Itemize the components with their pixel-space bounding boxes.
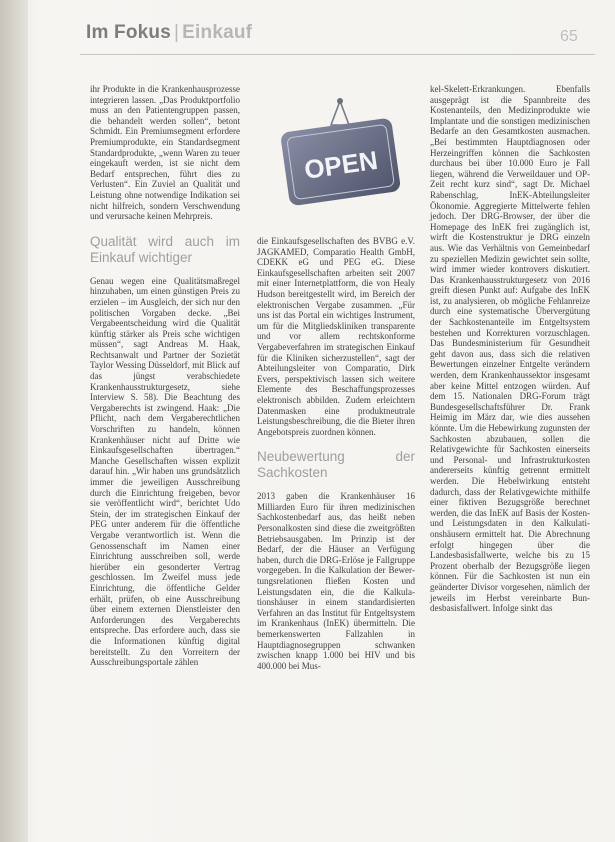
sign-string-icon: [331, 101, 349, 125]
column-3: [430, 84, 590, 614]
col3-body-paragraph: kel-Skelett-Erkrankungen. Ebenfalls ausgeprägt ist die Spannbreite des Kostenanteils, den Medizinprodukte wie Implantate und die sonstigen medizinischen Bedarfe an den Gesamtkosten ausmachen. „Bei bestimmten Hauptdiagnosen oder Herzeingriffen können die Sachkosten durchaus bei über 10.000 Euro je Fall liegen, während die Verweildauer und OP-Zeit recht kurz sind“, sagt Dr. Michael Rabenschlag, InEK-Abteilungsleiter Ökonomie. Aggregierte Mittelwerte fehlen jedoch. Der DRG-Browser, der über die Homepage des InEK frei zugänglich ist, wirft die Kostenstruktur je DRG einzeln aus. Wie das Verhältnis von Gemeinbedarf zu speziellen Medizin gewichtet sein sollte, wird immer wieder kontrovers diskutiert. Das Krankenhausstrukturgesetz von 2016 greift diesen Punkt auf: Aufgabe des InEK ist, zu analysieren, ob mögliche Fehlanreize durch eine systematische Übervergütung der Sachkostenanteile im Entgeltsystem bestehen und Korrekturen vorzuschlagen. Das Bundesministerium für Gesundheit geht davon aus, dass sich die relativen Bewertungen einzelner Entgelte verändern werden, dem Krankenhaussektor insgesamt aber keine Mittel entzogen würden. Auf dem 15. Nationalen DRG-Forum trägt Bundesgesellschaftsführer Dr. Frank Heimig im März dar, wie dies aussehen könnte. Um die Hebewirkung zugunsten der Sachkosten abzubauen, sollen die Relativgewichte für Sachkosten einerseits und Personal- und Infrastrukturkosten andererseits künftig getrennt ermittelt werden. Die Hebelwirkung entsteht dadurch, dass der Relativgewichte mithilfe einer fiktiven Bezugsgröße berechnet werden, die das InEK auf Basis der Kosten- und Leistungsdaten in den Kalkulationshäusern ermittelt hat. Die Abrechnung erfolgt hingegen über die Landesbasisfallwerte, welche bis zu 15 Prozent oberhalb der Bezugsgröße liegen können. Für die Sachkosten ist nun ein geänderter Divisor vorgesehen, nämlich der jeweils im Herbst vereinbarte Bundesbasisfallwert. Infolge sinkt das: [430, 84, 590, 614]
page-spine-shadow: [0, 0, 28, 842]
section-name: Einkauf: [182, 22, 253, 43]
subhead-sachkosten: Neubewertung der Sachkosten: [257, 449, 415, 481]
column-1: [90, 84, 240, 668]
open-sign-icon: [275, 95, 405, 225]
column-2: [257, 236, 415, 671]
header-rule: [80, 54, 595, 55]
sign-text: OPEN: [302, 144, 380, 185]
col2-intro-paragraph: die Einkaufsgesellschaften des BVBG e.V. JAGKAMED, Comparatio Health GmbH, CDEKK eG und PEG eG. Diese Einkaufsgesellschaften arbeiten seit 2007 mit einer Internetplattform, die von Healy Hudson bereitgestellt wird, im Bereich der elektronischen Vergabe zusammen. „Für uns ist das Portal ein wichtiges Instrument, um für die Mitgliedskliniken transparente und vor allem rechtskonforme Vergabeverfahren im strategischen Einkauf für die Kliniken sicherzustellen“, sagt der Abteilungsleiter von Comparatio, Dirk Evers, perspektivisch lassen sich weitere Elemente des Beschaffungsprozesses elektronisch abbilden. Zudem erleichtern Datenmasken eine produktneutrale Leistungsbeschreibung, die die Bieter ihren Angebotspreis zuordnen können.: [257, 236, 415, 437]
col2-body-paragraph: 2013 gaben die Krankenhäuser 16 Milliarden Euro für ihren medizinischen Sachkostenbedarf aus, das heißt neben Personalkosten sind diese die zweitgrößten Betriebsausgaben. Im Prinzip ist der Bedarf, der die Häuser an Verfügung haben, durch die DRG-Erlöse je Fallgruppe vorgegeben. In die Kalkulation der Bewertungsrelationen fließen Kosten und Leistungsdaten ein, die die Kalkulationshäuser in einem standardisierten Verfahren an das Institut für Entgeltsystem im Krankenhaus (InEK) übermitteln. Die bemerkenswerten Fallzahlen in Hauptdiagnosegruppen schwanken zwischen knapp 1.000 bei HIV und bis 400.000 bei Mus-: [257, 491, 415, 671]
subhead-qualitaet: Qualität wird auch im Einkauf wichtiger: [90, 233, 240, 265]
open-sign-image: [275, 95, 405, 225]
col1-body-paragraph: Genau wegen eine Qualitätsmaßregel hinzuhaben, um einen günstigen Preis zu erzielen – im Ausgleich, der sich nur den politischen Vorgaben decke. „Bei Vergabeentscheidung wird die Qualität künftig stärker als Preis sche wichtigen müssen“, sagt Andreas M. Haak, Rechtsanwalt und Partner der Sozietät Taylor Wessing Düsseldorf, mit Blick auf das jüngst verabschiedete Krankenhausstrukturgesetz, siehe Interview S. 58). Die Beachtung des Vergaberechts ist zwingend. Haak: „Die Pflicht, nach dem Vergaberechtlichen Vorschriften zu handeln, können Krankenhäuser nicht auf Dritte wie Einkaufsgesellschaften übertragen.“ Manche Gesellschaften wissen explizit darauf hin. „Wir haben uns grundsätzlich immer die jeweiligen Ausschreibung durch die Einrichtung freigeben, bevor sie veröffentlicht wird“, berichtet Udo Stein, der im strategischen Einkauf der PEG unter anderem für die öffentliche Vergabe verantwortlich ist. Wenn die Genossenschaft im Namen einer Einrichtung ausschreiben soll, werde hierüber ein gesonderter Vertrag geschlossen. Im Zweifel muss jede Einrichtung, die öffentliche Gelder erhält, prüfen, ob eine Ausschreibung über einem externen Dienstleister den Anforderungen des Vergaberechts entspreche. Das erfordere auch, dass sie die Informationen künftig digital bereitstellt. Zu den Vorreitern der Ausschreibungsportale zählen: [90, 275, 240, 668]
sign-hook-icon: [337, 98, 343, 104]
col1-intro-paragraph: ihr Produkte in die Krankenhausprozesse integrieren lassen. „Das Produktportfolio muss an den Patientengruppen passen, die behandelt werden sollen“, betont Schmidt. Ein Premiumsegment erfordere Premiumprodukte, ein Standardsegment Standardprodukte, „wenn Waren zu teuer eingekauft werden, ist sie nicht dem Bedarf entsprechen, führt dies zu Verlusten“. Ein Zuviel an Qualität und Leistung ohne notwendige Indikation sei nicht hilfreich, sondern Verschwendung und verursache keinen Mehrpreis.: [90, 84, 240, 222]
title-separator: |: [174, 22, 180, 43]
page-title: Im Fokus: [86, 22, 172, 43]
page-header: [86, 22, 252, 44]
page-number: 65: [560, 28, 578, 45]
